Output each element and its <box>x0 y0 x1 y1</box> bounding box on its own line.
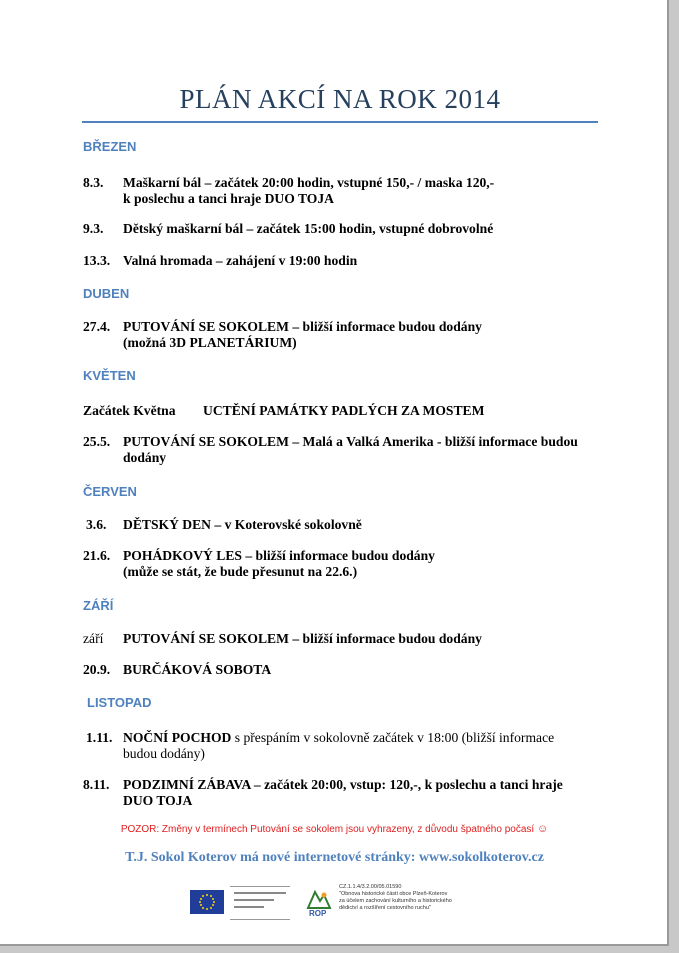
month-heading-cerven: ČERVEN <box>83 484 137 499</box>
notice-text: POZOR: Změny v termínech Putování se sokolem jsou vyhrazeny, z důvodu špatného počasí <box>120 824 535 835</box>
event-text-line: PUTOVÁNÍ SE SOKOLEM – Malá a Valká Amerika - bližší informace budou <box>123 434 578 449</box>
event-text <box>123 434 598 466</box>
event-date: 20.9. <box>83 662 111 677</box>
event-date: září <box>83 631 104 646</box>
month-heading-listopad: LISTOPAD <box>87 695 152 710</box>
smallprint-line: CZ.1.1.4/3.2.00/05.01590 <box>339 884 402 890</box>
event-text <box>123 175 598 207</box>
event-text: DĚTSKÝ DEN – v Koterovské sokolovně <box>123 517 362 532</box>
event-text-line: PUTOVÁNÍ SE SOKOLEM – bližší informace budou dodány <box>123 319 482 334</box>
event-text: Dětský maškarní bál – začátek 15:00 hodin, vstupné dobrovolné <box>123 221 494 236</box>
rop-logo-icon <box>302 886 336 918</box>
event-text: BURČÁKOVÁ SOBOTA <box>123 662 272 677</box>
event-text-line: (může se stát, že bude přesunut na 22.6.) <box>123 564 358 579</box>
ministry-logo-icon <box>230 886 290 920</box>
page-title: PLÁN AKCÍ NA ROK 2014 <box>179 84 501 114</box>
project-smallprint <box>339 884 469 912</box>
event-text-line: POHÁDKOVÝ LES – bližší informace budou dodány <box>123 548 435 563</box>
event-text: UCTĚNÍ PAMÁTKY PADLÝCH ZA MOSTEM <box>203 403 485 418</box>
event-text: PUTOVÁNÍ SE SOKOLEM – bližší informace budou dodány <box>123 631 482 646</box>
event-text-line <box>123 730 598 746</box>
event-date: 27.4. <box>83 319 111 334</box>
event-date: 8.3. <box>83 175 104 190</box>
event-date: 13.3. <box>83 253 111 268</box>
event-text-bold: NOČNÍ POCHOD <box>123 730 232 745</box>
event-text-line: (možná 3D PLANETÁRIUM) <box>123 335 297 350</box>
event-text-line: dodány <box>123 450 167 465</box>
event-date: 21.6. <box>83 548 111 563</box>
event-text-line: budou dodány) <box>123 746 205 761</box>
event-text: Valná hromada – zahájení v 19:00 hodin <box>123 253 358 268</box>
rop-label: ROP <box>309 909 327 918</box>
month-heading-zari: ZÁŘÍ <box>83 598 114 613</box>
smiley-icon: ☺ <box>536 823 549 835</box>
event-date: 25.5. <box>83 434 111 449</box>
smallprint-line: "Obnova historické části obce Plzeň-Koterov <box>339 891 448 897</box>
event-text-line: Maškarní bál – začátek 20:00 hodin, vstupné 150,- / maska 120,- <box>123 175 495 190</box>
event-text <box>123 730 598 762</box>
smallprint-line: za účelem zachování kulturního a historického <box>339 898 452 904</box>
event-text-line: PODZIMNÍ ZÁBAVA – začátek 20:00, vstup: 120,-, k poslechu a tanci hraje <box>123 777 563 792</box>
month-heading-brezen: BŘEZEN <box>83 139 137 154</box>
event-date: 3.6. <box>86 517 107 532</box>
event-date: Začátek Května <box>83 403 176 418</box>
website-announcement: T.J. Sokol Koterov má nové internetové stránky: www.sokolkoterov.cz <box>125 850 544 865</box>
weather-notice <box>0 823 669 835</box>
event-text <box>123 777 598 809</box>
month-heading-kveten: KVĚTEN <box>83 368 136 383</box>
smallprint-line: dědictví a rozšíření cestovního ruchu" <box>339 905 431 911</box>
title-underline <box>82 121 598 123</box>
event-text <box>123 319 598 351</box>
event-date: 1.11. <box>86 730 113 745</box>
event-text <box>123 548 598 580</box>
event-date: 9.3. <box>83 221 104 236</box>
event-text-rest: s přespáním v sokolovně začátek v 18:00 (bližší informace <box>231 730 555 745</box>
eu-flag-icon <box>190 890 224 914</box>
month-heading-duben: DUBEN <box>83 286 130 301</box>
event-text-line: DUO TOJA <box>123 793 193 808</box>
event-text-line: k poslechu a tanci hraje DUO TOJA <box>123 191 334 206</box>
event-date: 8.11. <box>83 777 110 792</box>
